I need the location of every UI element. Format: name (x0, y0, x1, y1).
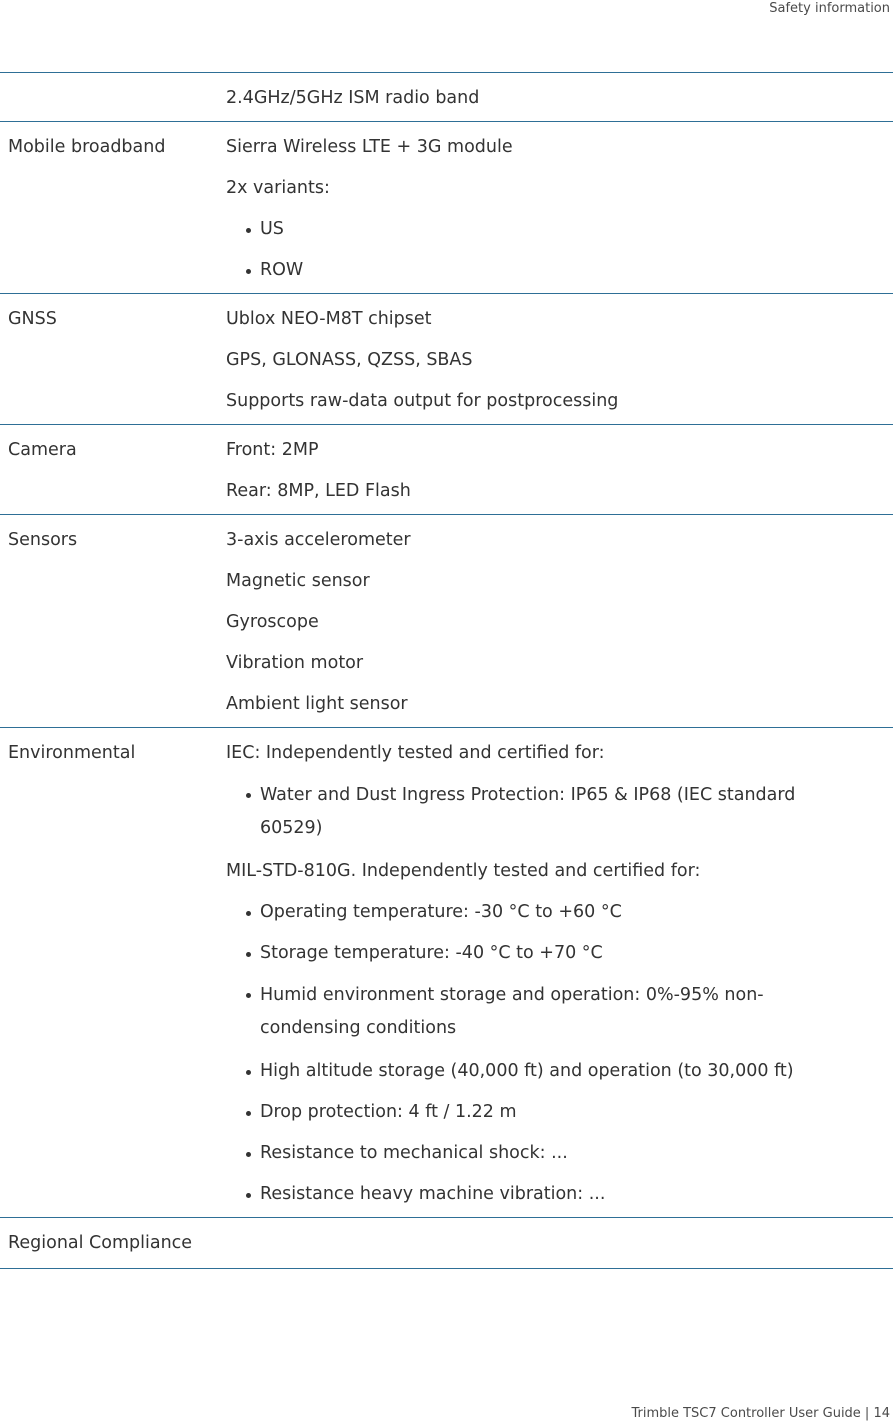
row-label: Sensors (8, 530, 78, 550)
table-row (0, 1218, 893, 1269)
row-value (226, 515, 893, 728)
bullet-item: US (226, 214, 893, 244)
bullet-item: Storage temperature: -40 °C to +70 °C (226, 938, 893, 968)
value-line: Ublox NEO-M8T chipset (226, 309, 432, 329)
row-value (226, 425, 893, 515)
bullet-dot-icon (246, 228, 251, 233)
row-value (226, 728, 893, 1218)
bullet-item: High altitude storage (40,000 ft) and operation (to 30,000 ft) (226, 1056, 893, 1086)
value-line: Rear: 8MP, LED Flash (226, 481, 411, 501)
table-row (0, 73, 893, 122)
row-value (226, 1218, 893, 1269)
bullet-dot-icon (246, 1111, 251, 1116)
table-row (0, 122, 893, 294)
bullet-item: Resistance to mechanical shock: ... (226, 1138, 893, 1168)
row-label: Regional Compliance (8, 1233, 193, 1253)
bullet-dot-icon (246, 793, 251, 798)
row-label: Environmental (8, 743, 136, 763)
value-line: Gyroscope (226, 612, 319, 632)
bullet-dot-icon (246, 911, 251, 916)
table-row (0, 294, 893, 425)
bullet-dot-icon (246, 1070, 251, 1075)
bullet-item: Drop protection: 4 ft / 1.22 m (226, 1097, 893, 1127)
page-footer: Trimble TSC7 Controller User Guide | 14 (631, 1406, 890, 1421)
bullet-item: Humid environment storage and operation: 0%-95% non-condensing conditions (226, 979, 893, 1045)
bullet-item: ROW (226, 255, 893, 285)
table-row (0, 425, 893, 515)
bullet-dot-icon (246, 952, 251, 957)
value-line: IEC: Independently tested and certified for: (226, 743, 605, 763)
bullet-item: Resistance heavy machine vibration: ... (226, 1179, 893, 1209)
row-label: Mobile broadband (8, 137, 166, 157)
value-line: GPS, GLONASS, QZSS, SBAS (226, 350, 473, 370)
bullet-dot-icon (246, 1152, 251, 1157)
value-line: Ambient light sensor (226, 694, 408, 714)
value-line: 2.4GHz/5GHz ISM radio band (226, 88, 480, 108)
value-line: 2x variants: (226, 178, 330, 198)
row-label (0, 73, 226, 122)
value-line: 3-axis accelerometer (226, 530, 411, 550)
running-header: Safety information (769, 1, 890, 16)
bullet-item: Water and Dust Ingress Protection: IP65 & IP68 (IEC standard 60529) (226, 779, 893, 845)
specifications-table (0, 72, 893, 1269)
value-line: MIL-STD-810G. Independently tested and certified for: (226, 861, 701, 881)
row-value (226, 73, 893, 122)
bullet-dot-icon (246, 1193, 251, 1198)
row-value (226, 122, 893, 294)
table-row (0, 515, 893, 728)
value-line: Supports raw-data output for postprocessing (226, 391, 619, 411)
bullet-dot-icon (246, 269, 251, 274)
value-line: Sierra Wireless LTE + 3G module (226, 137, 513, 157)
row-label: Camera (8, 440, 77, 460)
value-line: Vibration motor (226, 653, 364, 673)
value-line: Front: 2MP (226, 440, 319, 460)
row-value (226, 294, 893, 425)
value-line: Magnetic sensor (226, 571, 370, 591)
row-label: GNSS (8, 309, 57, 329)
bullet-item: Operating temperature: -30 °C to +60 °C (226, 897, 893, 927)
bullet-dot-icon (246, 993, 251, 998)
table-row (0, 728, 893, 1218)
